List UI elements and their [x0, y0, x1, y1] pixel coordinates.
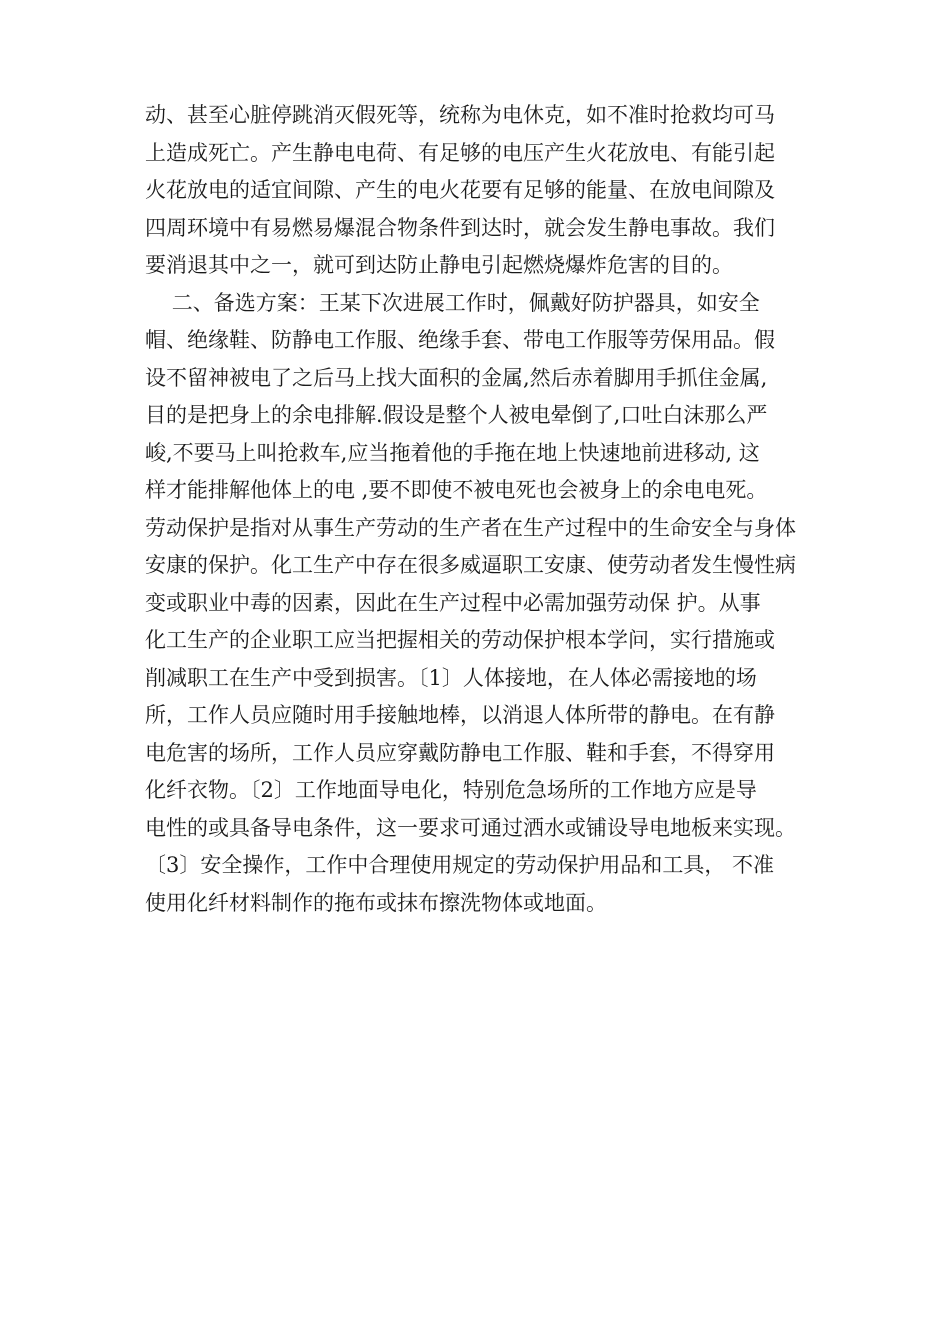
text-line: 电危害的场所，工作人员应穿戴防静电工作服、鞋和手套，不得穿用 — [145, 740, 775, 765]
text-line: 峻,不要马上叫抢救车,应当拖着他的手拖在地上快速地前进移动, 这 — [145, 440, 760, 465]
text-line: 所，工作人员应随时用手接触地棒，以消退人体所带的静电。在有静 — [145, 703, 775, 727]
text-line: 目的是把身上的余电排解.假设是整个人被电晕倒了,口吐白沫那么严 — [145, 403, 768, 427]
text-line: 化纤衣物。〔2〕工作地面导电化，特别危急场所的工作地方应是导 — [145, 778, 757, 802]
text-line: 动、甚至心脏停跳消灭假死等，统称为电休克，如不准时抢救均可马 — [145, 103, 775, 127]
text-line: 样才能排解他体上的电 ,要不即使不被电死也会被身上的余电电死。 — [145, 478, 768, 502]
text-line: 火花放电的适宜间隙、产生的电火花要有足够的能量、在放电间隙及 — [145, 178, 775, 202]
document-body — [145, 97, 835, 922]
text-line: 安康的保护。化工生产中存在很多威逼职工安康、使劳动者发生慢性病 — [145, 553, 796, 577]
text-line: 二、备选方案：王某下次进展工作时，佩戴好防护器具，如安全 — [145, 290, 760, 315]
text-line: 变或职业中毒的因素，因此在生产过程中必需加强劳动保 护。从事 — [145, 590, 761, 615]
text-line: 劳动保护是指对从事生产劳动的生产者在生产过程中的生命安全与身体 — [145, 515, 796, 540]
text-line: 〔3〕安全操作，工作中合理使用规定的劳动保护用品和工具， 不准 — [145, 853, 775, 877]
text-line: 电性的或具备导电条件，这一要求可通过洒水或铺设导电地板来实现。 — [145, 815, 796, 840]
text-line: 四周环境中有易燃易爆混合物条件到达时，就会发生静电事故。我们 — [145, 215, 775, 240]
text-line: 设不留神被电了之后马上找大面积的金属,然后赤着脚用手抓住金属, — [145, 365, 768, 390]
text-line: 帽、绝缘鞋、防静电工作服、绝缘手套、带电工作服等劳保用品。假 — [145, 328, 775, 352]
text-line: 上造成死亡。产生静电电荷、有足够的电压产生火花放电、有能引起 — [145, 140, 775, 165]
text-line: 化工生产的企业职工应当把握相关的劳动保护根本学问，实行措施或 — [145, 628, 775, 652]
text-line: 削减职工在生产中受到损害。〔1〕人体接地，在人体必需接地的场 — [145, 665, 757, 690]
text-line: 使用化纤材料制作的拖布或抹布擦洗物体或地面。 — [145, 890, 607, 915]
text-line: 要消退其中之一，就可到达防止静电引起燃烧爆炸危害的目的。 — [145, 253, 733, 277]
